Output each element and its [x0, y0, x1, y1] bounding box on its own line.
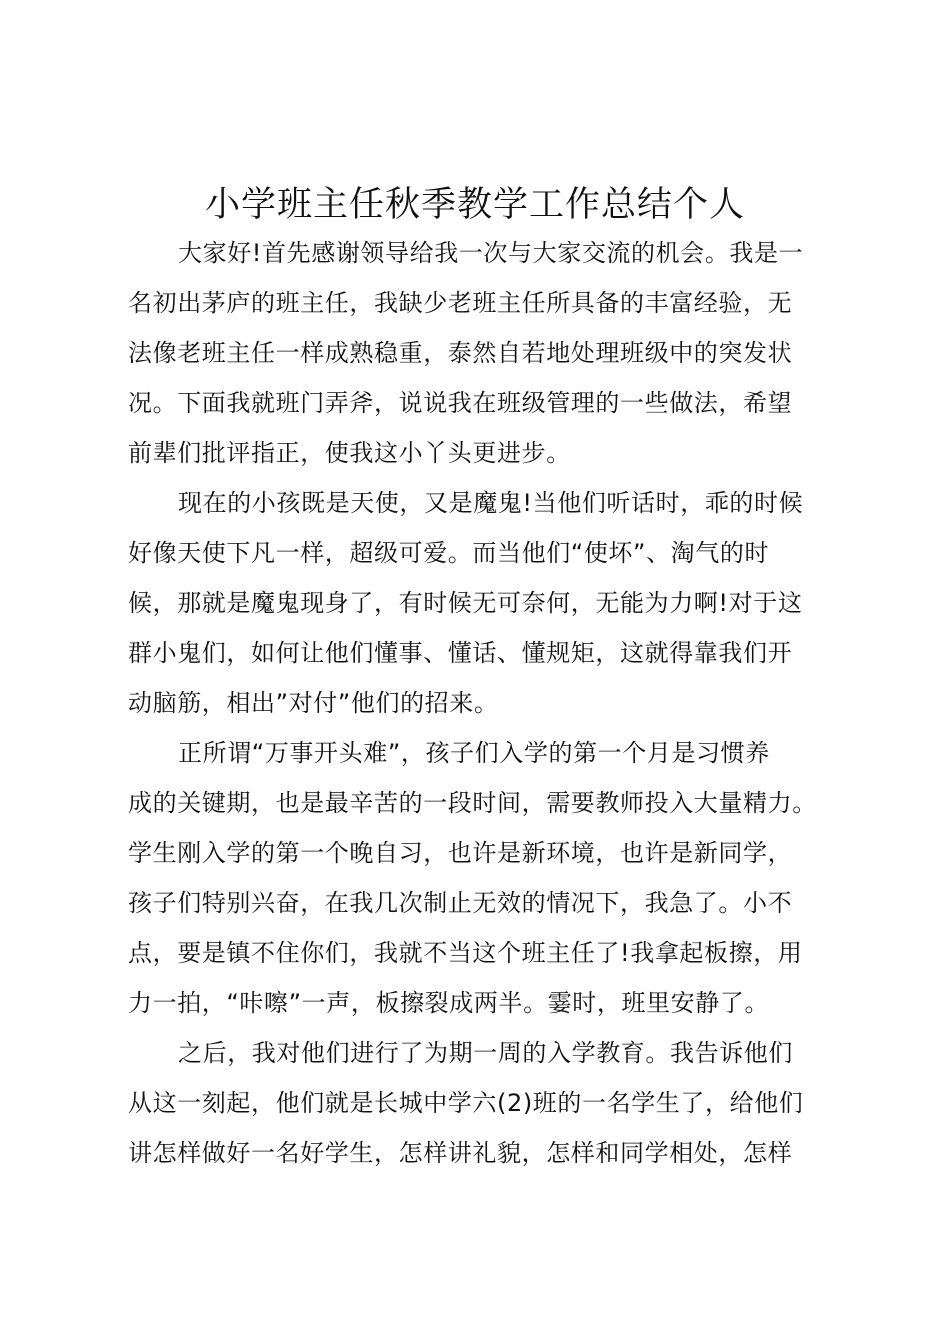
document-title: 小学班主任秋季教学工作总结个人: [204, 185, 745, 225]
paragraph: [128, 228, 828, 478]
text-line: 孩子们特别兴奋，在我几次制止无效的情况下，我急了。小不: [128, 889, 793, 917]
document-body: [128, 228, 828, 1178]
text-line: 正所谓“万事开头难”，孩子们入学的第一个月是习惯养: [178, 739, 770, 767]
text-line: 成的关键期，也是最辛苦的一段时间，需要教师投入大量精力。: [128, 789, 817, 817]
text-line: 况。下面我就班门弄斧，说说我在班级管理的一些做法，希望: [128, 389, 793, 417]
text-line: 名初出茅庐的班主任，我缺少老班主任所具备的丰富经验，无: [128, 289, 793, 317]
text-line: 学生刚入学的第一个晚自习，也许是新环境，也许是新同学，: [128, 839, 793, 867]
text-line: 前辈们批评指正，使我这小丫头更进步。: [128, 439, 571, 467]
text-line: 点，要是镇不住你们，我就不当这个班主任了!我拿起板擦，用: [128, 939, 803, 967]
text-line: 从这一刻起，他们就是长城中学六(2)班的一名学生了，给他们: [128, 1089, 804, 1117]
paragraph: [128, 478, 828, 728]
text-line: 好像天使下凡一样，超级可爱。而当他们“使坏”、淘气的时: [128, 539, 770, 567]
text-line: 大家好!首先感谢领导给我一次与大家交流的机会。我是一: [178, 239, 804, 267]
text-line: 现在的小孩既是天使，又是魔鬼!当他们听话时，乖的时候: [178, 489, 804, 517]
text-line: 力一拍，“咔嚓”一声，板擦裂成两半。霎时，班里安静了。: [128, 989, 770, 1017]
text-line: 讲怎样做好一名好学生，怎样讲礼貌，怎样和同学相处，怎样: [128, 1139, 793, 1167]
text-line: 之后，我对他们进行了为期一周的入学教育。我告诉他们: [178, 1039, 793, 1067]
paragraph: [128, 728, 828, 1028]
paragraph: [128, 1028, 828, 1178]
text-line: 候，那就是魔鬼现身了，有时候无可奈何，无能为力啊!对于这: [128, 589, 803, 617]
text-line: 群小鬼们，如何让他们懂事、懂话、懂规矩，这就得靠我们开: [128, 639, 793, 667]
text-line: 动脑筋，相出”对付”他们的招来。: [128, 689, 499, 717]
text-line: 法像老班主任一样成熟稳重，泰然自若地处理班级中的突发状: [128, 339, 793, 367]
